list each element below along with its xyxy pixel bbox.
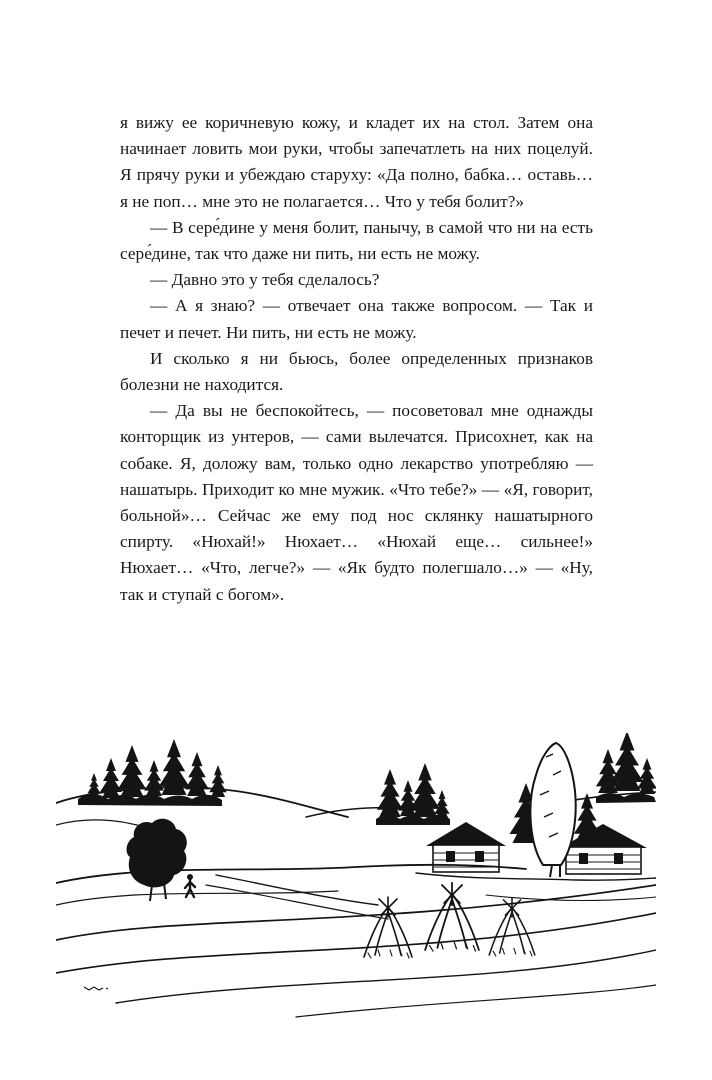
paragraph: — Давно это у тебя сделалось? — [150, 270, 380, 290]
paragraph: я вижу ее коричневую кожу, и кладет их на стол. Затем она начинает ловить мои руки, чтобы запечатлеть на них поцелуй. Я прячу руки и убеждаю старуху: «Да полно, бабка… оставь… я не поп… мне это не полагается… Что у тебя болит?» — [120, 113, 593, 211]
paragraph: И сколько я ни бьюсь, более определенных признаков болезни не находится. — [120, 348, 593, 395]
paragraph: — Да вы не беспокойтесь, — посоветовал мне однажды конторщик из унтеров, — сами вылечатся. Присохнет, как на собаке. Я, доложу вам, только одно лекарство употребляю — нашатырь. Приходит ко мне мужик. «Что тебе?» — «Я, говорит, больной»… Сейчас же ему под нос склянку нашатырного спирту. «Нюхай!» Нюхает… «Нюхай еще… сильнее!» Нюхает… «Что, легче?» — «Як будто полегшало…» — «Ну, так и ступай с богом». — [120, 401, 593, 604]
bush-and-walker — [127, 819, 195, 901]
landscape-drawing — [56, 733, 656, 1023]
middle-fir-trees — [376, 763, 450, 825]
field-lines — [56, 865, 656, 1017]
paragraph: — А я знаю? — отвечает она также вопросом. — Так и печет и печет. Ни пить, ни есть не можу. — [120, 296, 593, 342]
paragraph: — В сере́дине у меня болит, панычу, в самой что ни на есть сере́дине, так что даже ни пить, ни есть не можу. — [120, 217, 593, 264]
text-block — [120, 110, 593, 608]
artist-mark — [84, 987, 108, 990]
rural-landscape-illustration — [56, 733, 656, 1023]
left-fir-trees — [78, 739, 227, 806]
